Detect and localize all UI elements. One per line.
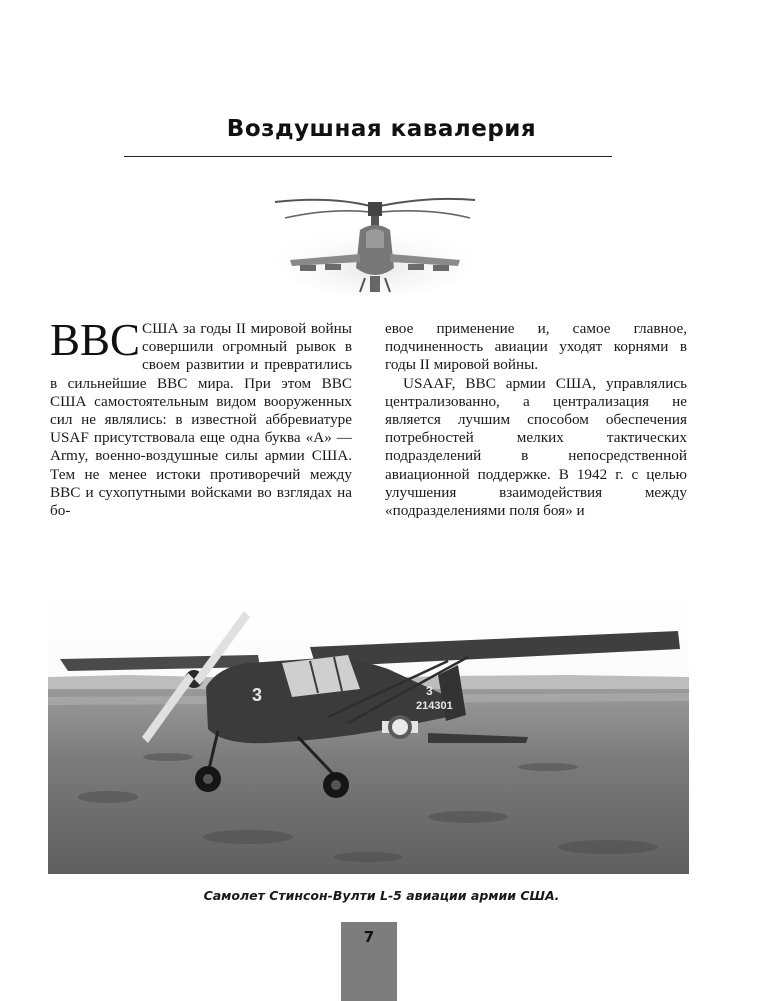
chapter-title: Воздушная кавалерия <box>226 116 537 142</box>
paragraph: евое применение и, самое главное, подчиненность авиации уходят корнями в годы II мировой войны. <box>385 320 687 374</box>
photo-caption: Самолет Стинсон-Вулти L-5 авиации армии США. <box>203 888 560 903</box>
tail-code: 3 <box>426 684 433 698</box>
paragraph: USAAF, ВВС армии США, управлялись централизованно, а централизация не является лучшим способом обеспечения потребностей мелких тактических подразделений в непосредственной авиационной поддержке. В 1942 г. с целью улучшения взаимодействия между «подразделениями поля боя» и <box>385 374 687 520</box>
helicopter-illustration <box>270 190 480 300</box>
page-number: 7 <box>363 928 375 946</box>
title-underline <box>124 156 612 157</box>
drop-cap: ВВС <box>50 315 141 365</box>
fuselage-code: 3 <box>252 685 263 705</box>
text-column-right <box>385 320 687 520</box>
tail-number: 214301 <box>416 700 453 712</box>
paragraph <box>50 315 352 520</box>
text-column-left <box>50 315 352 520</box>
aircraft-photo <box>48 597 689 874</box>
paragraph-text: США за годы II мировой войны совершили огромный рывок в своем развитии и превратились в сильнейшие ВВС мира. При этом ВВС США самостоятельным видом вооруженных сил не являлись: в известной аббревиатуре USAF присутствовала еще одна буква «А» — Army, военно-воздушные силы армии США. Тем не менее истоки противоречий между ВВС и сухопутными войсками во взглядах на бо- <box>50 320 352 520</box>
